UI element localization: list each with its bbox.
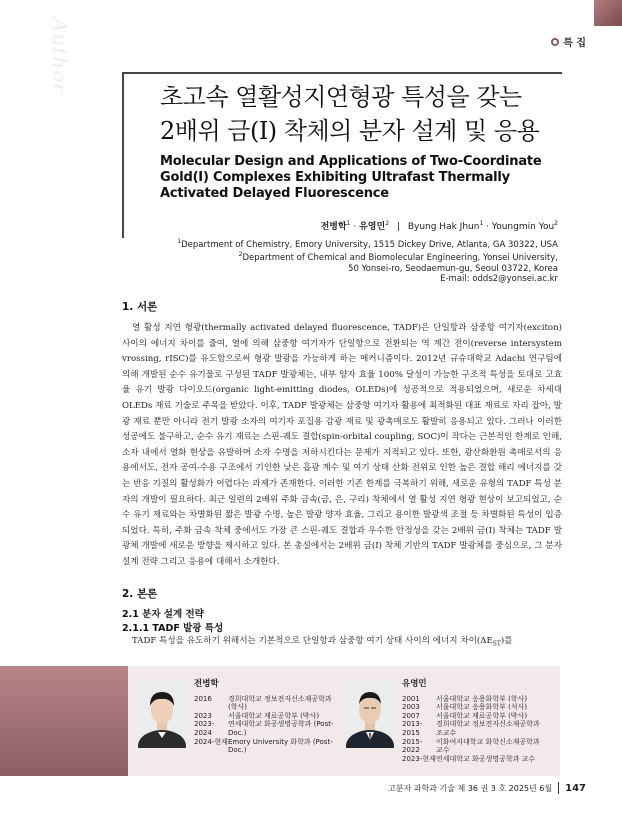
bio-row [402, 738, 548, 755]
affiliation-2-text: Department of Chemical and Biomolecular Engineering, Yonsei University, [242, 253, 558, 264]
heading-introduction: 1. 서론 [122, 301, 158, 313]
affiliation-2-sup: 2 [238, 251, 243, 259]
page-number: 147 [565, 782, 586, 794]
bio-text: 서울대학교 재료공학부 (박사) [228, 711, 320, 720]
bio-text: 서울대학교 응용화학부 (석사) [436, 703, 528, 712]
section-tag-label: 특 집 [563, 38, 586, 49]
tadf-text: TADF 특성을 유도하기 위해서는 기본적으로 단일항과 삼중항 여기 상태 사이의 에너지 차이(ΔE [132, 636, 493, 646]
affiliation-2-address: 50 Yonsei-ro, Seodaemun-gu, Seoul 03722, Korea [348, 263, 558, 274]
bio-year: 2023-2024 [194, 720, 215, 737]
author-en-2: Youngmin You [491, 222, 555, 232]
corner-accent-tab [594, 0, 622, 26]
author-separator: | [396, 222, 400, 232]
author-section-label: Author [48, 18, 72, 94]
author-2-name: 유영민 [402, 679, 427, 689]
bio-text: 경희대학교 정보전자신소재공학과 (학사) [228, 694, 332, 712]
circle-bullet-icon [551, 38, 559, 46]
tadf-text-end: )를 [500, 636, 513, 646]
author-1-name: 전병학 [194, 679, 219, 689]
bio-text: 서울대학교 응용화학부 (학사) [436, 694, 528, 703]
author-band-accent [0, 666, 128, 776]
author-line [321, 219, 558, 232]
bio-year: 2001 [402, 694, 420, 703]
bio-row [402, 755, 548, 764]
affiliation-1-text: Department of Chemistry, Emory University, 1515 Dickey Drive, Atlanta, GA 30322, USA [181, 239, 558, 250]
heading-tadf-properties: 2.1.1 TADF 발광 특성 [122, 623, 224, 634]
author-en-2-sup: 2 [554, 220, 558, 227]
author-dot-2: · [486, 222, 490, 232]
footer-divider [558, 782, 559, 794]
author-en-1: Byung Hak Jhun [407, 222, 480, 232]
tadf-paragraph-block [122, 634, 562, 652]
bio-row [194, 738, 340, 755]
bio-text: Emory University 화학과 (Post-Doc.) [228, 737, 333, 755]
bio-text: 이화여자대학교 화학신소재공학과 교수 [436, 737, 540, 755]
title-korean [160, 80, 539, 148]
author-photo-1 [136, 680, 188, 748]
page-footer [388, 782, 586, 794]
author-ko-2: 유영민 [359, 222, 386, 232]
tadf-paragraph [122, 634, 562, 652]
bio-row [402, 720, 548, 737]
bio-text: 경희대학교 정보전자신소재공학과 조교수 [436, 720, 540, 737]
bio-year: 2003 [402, 703, 420, 712]
affiliation-2 [177, 250, 558, 263]
section-tag [551, 34, 586, 49]
heading-molecular-design: 2.1 분자 설계 전략 [122, 609, 204, 620]
author-photo-2 [344, 680, 396, 748]
bio-year: 2016 [194, 694, 212, 703]
bio-row [402, 703, 548, 712]
bio-text: 서울대학교 재료공학부 (박사) [436, 711, 528, 720]
bio-text: 연세대학교 화공생명공학과 교수 [436, 754, 536, 763]
bio-row [194, 720, 340, 737]
title-english: Molecular Design and Applications of Two-Coordinate Gold(I) Complexes Exhibiting Ultrafast Thermally Activated Delayed Fluorescence [160, 154, 542, 201]
bio-year: 2023-현재 [402, 754, 436, 763]
bio-year: 2023 [194, 711, 212, 720]
title-block [122, 72, 562, 238]
affiliations [177, 237, 558, 285]
title-korean-line1: 초고속 열활성지연형광 특성을 갖는 [160, 83, 522, 111]
affiliation-1-sup: 1 [177, 238, 182, 245]
author-en-1-sup: 1 [479, 220, 484, 227]
tadf-subscript: ST [492, 640, 501, 648]
bio-year: 2024-현재 [194, 737, 228, 746]
bio-row [194, 695, 340, 712]
contact-email: E-mail: odds2@yonsei.ac.kr [440, 274, 558, 285]
journal-citation: 고분자 과학과 기술 제 36 권 3 호 2025년 6월 [388, 783, 553, 793]
bio-text: 연세대학교 화공생명공학과 (Post-Doc.) [228, 720, 334, 737]
author-dot: · [353, 222, 357, 232]
author-ko-1-sup: 1 [346, 220, 351, 227]
heading-main-body: 2. 본론 [122, 588, 158, 600]
intro-paragraph: 열 활성 지연 형광(thermally activated delayed fluorescence, TADF)은 단일항과 삼중항 여기자(exciton) 사이의 에너지 차이를 줄여, 열에 의해 삼중항 여기자가 단일항으로 전환되는 역 계간 전이(reverse intersystem vrossing, rISC)를 유도함으로써 형광 발광을 가능하게 하는 메커니즘이다. 2012년 규슈대학교 Adachi 연구팀에 의해 개발된 순수 유기물로 구성된 TADF 발광체는, 내부 양자 효율 100% 달성이 가능한 구조적 특성을 토대로 고효율 유기 발광 다이오드(organic light-emitting diodes, OLEDs)에 성공적으로 적용되었으며, 새로운 차세대 OLEDs 재료 기술로 주목을 받았다. 이후, TADF 발광체는 삼중항 여기자 활용에 최적화된 대표 재료로 자리 잡아, 발광 재료 뿐만 아니라 전기 발광 소자의 여기자 포집용 감광 재료 및 광촉매로도 활발히 응용되고 있다. 그러나 이러한 성공에도 불구하고, 순수 유기 재료는 스핀-궤도 결합(spin-orbital coupling, SOC)이 작다는 근본적인 한계로 인해, 소자 내에서 열화 현상을 유발하며 소자 수명을 저하시킨다는 문제가 지적되고 있다. 또한, 광산화환원 촉매로서의 응용에서도, 전자 공여-수용 구조에서 기인한 낮은 흡광 계수 및 여기 상태 산화 전위로 인한 높은 결합 해리 에너지를 갖는 반응 기질의 활성화가 어렵다는 과제가 존재한다. 이러한 기존 한계를 극복하기 위해, 새로운 유형의 TADF 특성 분자의 개발이 필요하다. 최근 일련의 2배위 주화 금속(금, 은, 구리) 착체에서 열 활성 지연 형광 현상이 보고되었고, 순수 유기 재료와는 차별화된 짧은 발광 수명, 높은 발광 양자 효율, 그리고 용이한 발광색 조절 등 차별화된 특성이 입증되었다. 특히, 주화 금속 착체 중에서도 가장 큰 스핀-궤도 결합과 우수한 안정성을 갖는 2배위 금(I) 착체는 TADF 발광체 개발에 새로운 방향을 제시하고 있다. 본 총설에서는 2배위 금(I) 착체 기반의 TADF 발광체를 중심으로, 그 분자 설계 전략 그리고 응용에 대해서 소개한다. [122, 323, 562, 567]
intro-paragraph-block [122, 321, 562, 571]
bio-year: 2013-2015 [402, 720, 423, 737]
author-bio-1 [194, 680, 340, 755]
title-korean-line2: 2배위 금(I) 착체의 분자 설계 및 응용 [160, 117, 540, 145]
author-ko-2-sup: 2 [385, 220, 390, 227]
author-ko-1: 전병학 [320, 222, 347, 232]
author-bio-2 [402, 680, 548, 763]
bio-year: 2015-2022 [402, 737, 423, 755]
bio-row [402, 695, 548, 704]
bio-year: 2007 [402, 711, 420, 720]
affiliation-1 [177, 237, 558, 250]
